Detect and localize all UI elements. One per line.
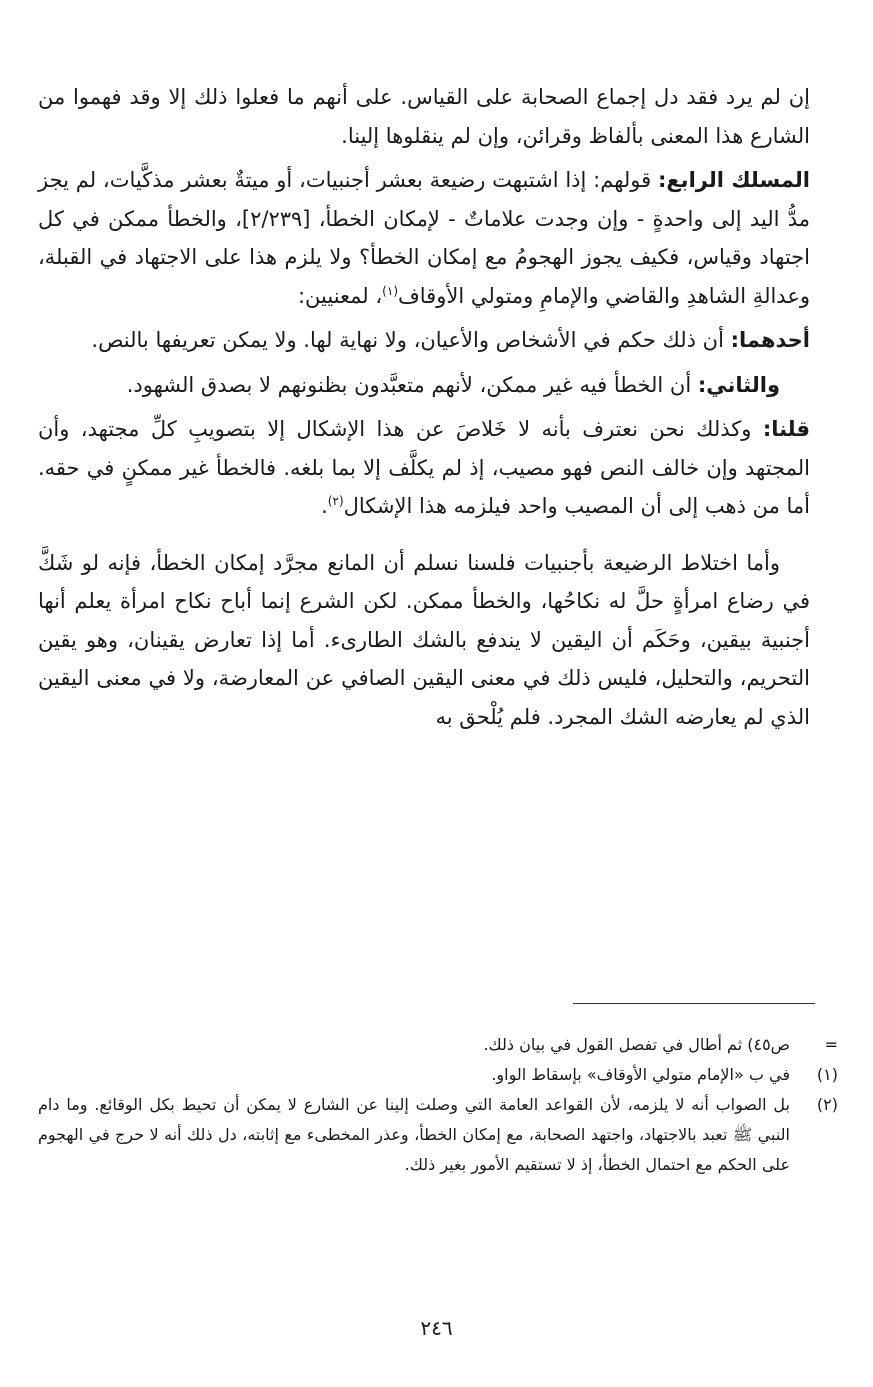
paragraph-1-text: إن لم يرد فقد دل إجماع الصحابة على القياس. على أنهم ما فعلوا ذلك إلا وقد فهموا من الشارع هذا المعنى بألفاظ وقرائن، وإن لم ينقلوها إلينا. <box>38 85 810 148</box>
main-text-block <box>38 78 810 742</box>
paragraph-4-heading: والثاني: <box>697 372 780 397</box>
footnote-separator <box>573 1003 815 1004</box>
footnotes-section <box>38 1030 838 1180</box>
paragraph-3 <box>38 321 810 360</box>
footnote-text: في ب «الإمام متولي الأوقاف» بإسقاط الواو. <box>491 1065 790 1084</box>
paragraph-6 <box>38 544 810 737</box>
paragraph-2 <box>38 161 810 315</box>
paragraph-1 <box>38 78 810 155</box>
paragraph-2-heading: المسلك الرابع: <box>657 168 810 192</box>
footnote-text: ص٤٥) ثم أطال في تفصل القول في بيان ذلك. <box>483 1035 790 1054</box>
paragraph-2-text-a: قولهم: إذا اشتبهت رضيعة بعشر أجنبيات، أو ميتةٌ بعشر مذكَّيات، لم يجز مدُّ اليد إلى واحدةٍ - وإن وجدت علاماتٌ - لإمكان الخطأ، [٢/٢٣٩]، والخطأ ممكن في كل اجتهاد وقياس، فكيف يجوز الهجومُ مع إمكان الخطأ؟ ولا يلزم هذا على الاجتهاد في القبلة، وعدالةِ الشاهدِ والقاضي والإمامِ ومتولي الأوقاف <box>38 168 810 308</box>
page-number: ٢٤٦ <box>420 1316 453 1340</box>
paragraph-4 <box>38 366 810 405</box>
paragraph-5-text-a: وكذلك نحن نعترف بأنه لا خَلاصَ عن هذا الإشكال إلا بتصويبِ كلِّ مجتهد، وأن المجتهد وإن خالف النص فهو مصيب، إذ لم يكلَّف إلا بما بلغه. فالخطأ غير ممكنٍ في حقه. أما من ذهب إلى أن المصيب واحد فيلزمه هذا الإشكال <box>38 417 810 518</box>
paragraph-6-text: وأما اختلاط الرضيعة بأجنبيات فلسنا نسلم أن المانع مجرَّد إمكان الخطأ، فإنه لو شَكَّ في رضاع امرأةٍ حلَّ له نكاحُها، والخطأ ممكن. لكن الشرع إنما أباح نكاح امرأة يعلم أنها أجنبية بيقين، وحَكَم أن اليقين لا يندفع بالشك الطارىء. أما إذا تعارض يقينان، وهو يقين التحريم، والتحليل، فليس ذلك في معنى اليقين الصافي عن المعارضة، ولا في معنى اليقين الذي لم يعارضه الشك المجرد. فلم يُلْحق به <box>38 550 810 729</box>
paragraph-5 <box>38 410 810 526</box>
footnote-ref-1: (١) <box>382 283 398 298</box>
paragraph-5-heading: قلنا: <box>762 417 810 441</box>
paragraph-5-text-b: . <box>321 494 328 518</box>
footnote-ref-2: (٢) <box>327 494 344 508</box>
footnote-marker: (٢) <box>816 1095 838 1114</box>
paragraph-4-text: أن الخطأ فيه غير ممكن، لأنهم متعبَّدون بظنونهم لا بصدق الشهود. <box>126 372 698 397</box>
footnote-2 <box>38 1090 838 1180</box>
paragraph-2-text-b: ، لمعنيين: <box>297 283 383 308</box>
paragraph-3-text: أن ذلك حكم في الأشخاص والأعيان، ولا نهاية لها. ولا يمكن تعريفها بالنص. <box>91 328 731 352</box>
paragraph-3-heading: أحدهما: <box>730 328 810 352</box>
footnote-1 <box>38 1060 838 1090</box>
footnote-marker: (١) <box>816 1065 838 1084</box>
footnote-continuation <box>38 1030 838 1060</box>
footnote-text: بل الصواب أنه لا يلزمه، لأن القواعد العامة التي وصلت إلينا عن الشارع لا يمكن أن تحيط بكل الوقائع. وما دام النبي ﷺ تعبد بالاجتهاد، واجتهد الصحابة، مع إمكان الخطأ، وعذر المخطىء مع إثابته، دل ذلك أنه لا حرج في الهجوم على الحكم مع احتمال الخطأ، إذ لا تستقيم الأمور بغير ذلك. <box>38 1095 790 1174</box>
footnote-marker: = <box>824 1035 838 1054</box>
